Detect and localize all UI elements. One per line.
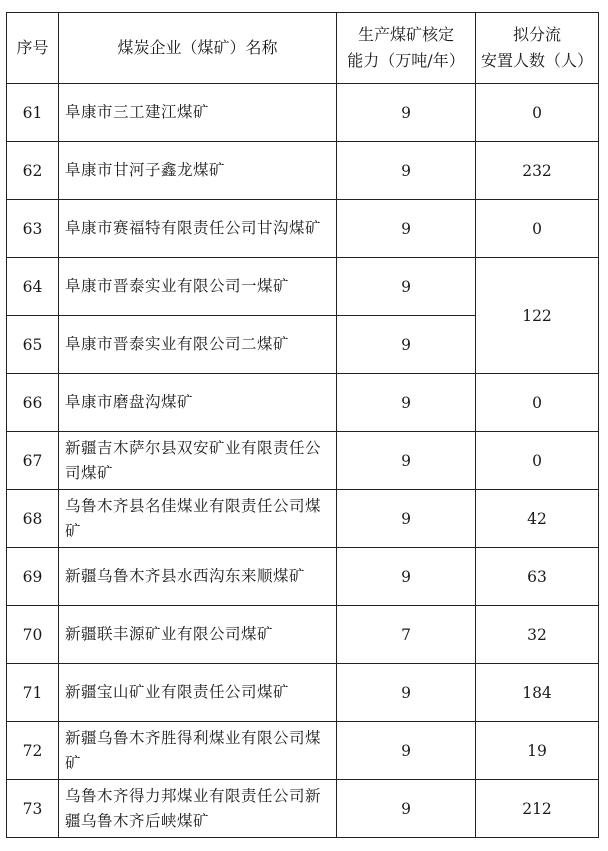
mine-name: 新疆乌鲁木齐胜得利煤业有限公司煤矿 xyxy=(59,722,337,780)
capacity-value: 9 xyxy=(337,780,476,838)
row-number: 63 xyxy=(7,200,59,258)
table-row xyxy=(7,664,599,722)
row-number: 70 xyxy=(7,606,59,664)
table-row xyxy=(7,374,599,432)
mine-name: 新疆乌鲁木齐县水西沟东来顺煤矿 xyxy=(59,548,337,606)
table-row xyxy=(7,200,599,258)
row-number: 65 xyxy=(7,316,59,374)
mine-name: 乌鲁木齐县名佳煤业有限责任公司煤矿 xyxy=(59,490,337,548)
capacity-value: 9 xyxy=(337,490,476,548)
header-staff-line1: 拟分流 xyxy=(512,25,561,44)
table-row xyxy=(7,258,599,316)
mine-name: 新疆宝山矿业有限责任公司煤矿 xyxy=(59,664,337,722)
header-capacity-line2: 能力（万吨/年） xyxy=(347,51,465,70)
table-header-row xyxy=(7,13,599,84)
row-number: 64 xyxy=(7,258,59,316)
table-row xyxy=(7,606,599,664)
capacity-value: 9 xyxy=(337,316,476,374)
capacity-value: 9 xyxy=(337,258,476,316)
table-row xyxy=(7,432,599,490)
table-row xyxy=(7,780,599,838)
mine-name: 阜康市磨盘沟煤矿 xyxy=(59,374,337,432)
staff-value: 0 xyxy=(476,200,599,258)
row-number: 62 xyxy=(7,142,59,200)
table-row xyxy=(7,548,599,606)
staff-value: 19 xyxy=(476,722,599,780)
header-no: 序号 xyxy=(7,13,59,84)
mine-name: 阜康市赛福特有限责任公司甘沟煤矿 xyxy=(59,200,337,258)
capacity-value: 9 xyxy=(337,664,476,722)
capacity-value: 9 xyxy=(337,374,476,432)
header-capacity xyxy=(337,13,476,84)
row-number: 66 xyxy=(7,374,59,432)
capacity-value: 9 xyxy=(337,142,476,200)
table-row xyxy=(7,490,599,548)
coal-mine-table xyxy=(6,12,599,838)
staff-value: 0 xyxy=(476,374,599,432)
header-capacity-line1: 生产煤矿核定 xyxy=(357,25,454,44)
mine-name: 阜康市甘河子鑫龙煤矿 xyxy=(59,142,337,200)
mine-name: 阜康市晋泰实业有限公司一煤矿 xyxy=(59,258,337,316)
table-row xyxy=(7,722,599,780)
capacity-value: 9 xyxy=(337,432,476,490)
row-number: 69 xyxy=(7,548,59,606)
table-row xyxy=(7,142,599,200)
header-staff xyxy=(476,13,599,84)
staff-value: 184 xyxy=(476,664,599,722)
staff-value: 63 xyxy=(476,548,599,606)
capacity-value: 9 xyxy=(337,84,476,142)
staff-value: 0 xyxy=(476,84,599,142)
mine-name: 阜康市晋泰实业有限公司二煤矿 xyxy=(59,316,337,374)
table-row xyxy=(7,84,599,142)
header-staff-line2: 安置人数（人） xyxy=(480,51,593,70)
mine-name: 阜康市三工建江煤矿 xyxy=(59,84,337,142)
row-number: 61 xyxy=(7,84,59,142)
row-number: 71 xyxy=(7,664,59,722)
mine-name: 新疆联丰源矿业有限公司煤矿 xyxy=(59,606,337,664)
staff-value: 212 xyxy=(476,780,599,838)
capacity-value: 9 xyxy=(337,200,476,258)
row-number: 67 xyxy=(7,432,59,490)
staff-value: 232 xyxy=(476,142,599,200)
header-name: 煤炭企业（煤矿）名称 xyxy=(59,13,337,84)
staff-value: 42 xyxy=(476,490,599,548)
row-number: 73 xyxy=(7,780,59,838)
capacity-value: 9 xyxy=(337,722,476,780)
staff-value-merged: 122 xyxy=(476,258,599,374)
row-number: 72 xyxy=(7,722,59,780)
staff-value: 0 xyxy=(476,432,599,490)
capacity-value: 9 xyxy=(337,548,476,606)
mine-name: 新疆吉木萨尔县双安矿业有限责任公司煤矿 xyxy=(59,432,337,490)
staff-value: 32 xyxy=(476,606,599,664)
row-number: 68 xyxy=(7,490,59,548)
capacity-value: 7 xyxy=(337,606,476,664)
mine-name: 乌鲁木齐得力邦煤业有限责任公司新疆乌鲁木齐后峡煤矿 xyxy=(59,780,337,838)
